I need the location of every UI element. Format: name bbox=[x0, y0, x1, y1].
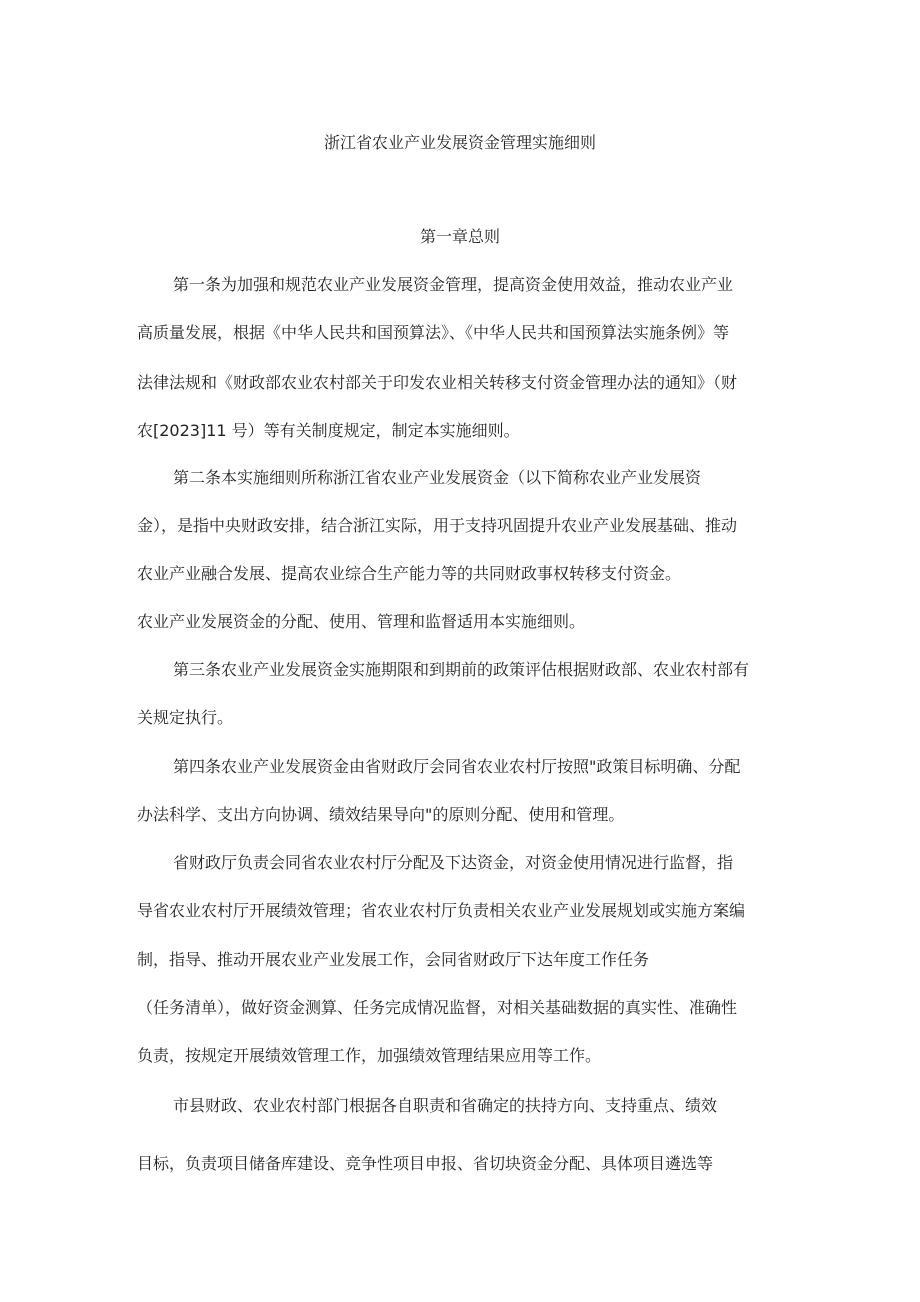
chapter-heading: 第一章总则 bbox=[419, 227, 500, 246]
paragraph-line: 第二条本实施细则所称浙江省农业产业发展资金（以下简称农业产业发展资 bbox=[173, 468, 702, 487]
paragraph-line: 高质量发展，根据《中华人民共和国预算法》、《中华人民共和国预算法实施条例》等 bbox=[137, 323, 730, 342]
paragraph-line: 省财政厅负责会同省农业农村厅分配及下达资金，对资金使用情况进行监督，指 bbox=[173, 853, 734, 872]
paragraph-line: 制，指导、推动开展农业产业发展工作，会同省财政厅下达年度工作任务 bbox=[137, 950, 650, 969]
document-title: 浙江省农业产业发展资金管理实施细则 bbox=[323, 133, 596, 152]
paragraph-line: 导省农业农村厅开展绩效管理；省农业农村厅负责相关农业产业发展规划或实施方案编 bbox=[137, 901, 746, 920]
paragraph-line: 第一条为加强和规范农业产业发展资金管理，提高资金使用效益，推动农业产业 bbox=[173, 275, 734, 294]
paragraph-line: 负责，按规定开展绩效管理工作，加强绩效管理结果应用等工作。 bbox=[137, 1046, 602, 1065]
paragraph-line: 农业产业发展资金的分配、使用、管理和监督适用本实施细则。 bbox=[137, 612, 586, 631]
paragraph-line: 市县财政、农业农村部门根据各自职责和省确定的扶持方向、支持重点、绩效 bbox=[173, 1096, 718, 1115]
paragraph-line: （任务清单），做好资金测算、任务完成情况监督，对相关基础数据的真实性、准确性 bbox=[137, 998, 738, 1017]
paragraph-line: 法律法规和《财政部农业农村部关于印发农业相关转移支付资金管理办法的通知》（财 bbox=[137, 373, 738, 392]
paragraph-line: 农业产业融合发展、提高农业综合生产能力等的共同财政事权转移支付资金。 bbox=[137, 564, 682, 583]
paragraph-line: 第四条农业产业发展资金由省财政厅会同省农业农村厅按照"政策目标明确、分配 bbox=[173, 757, 741, 776]
paragraph-line: 目标，负责项目储备库建设、竞争性项目申报、省切块资金分配、具体项目遴选等 bbox=[137, 1154, 714, 1173]
paragraph-line: 关规定执行。 bbox=[137, 708, 234, 727]
paragraph-line: 金），是指中央财政安排，结合浙江实际，用于支持巩固提升农业产业发展基础、推动 bbox=[137, 516, 738, 535]
paragraph-line: 第三条农业产业发展资金实施期限和到期前的政策评估根据财政部、农业农村部有 bbox=[173, 660, 750, 679]
paragraph-line: 办法科学、支出方向协调、绩效结果导向"的原则分配、使用和管理。 bbox=[137, 805, 625, 824]
paragraph-line: 农[2023]11 号）等有关制度规定，制定本实施细则。 bbox=[137, 421, 520, 440]
